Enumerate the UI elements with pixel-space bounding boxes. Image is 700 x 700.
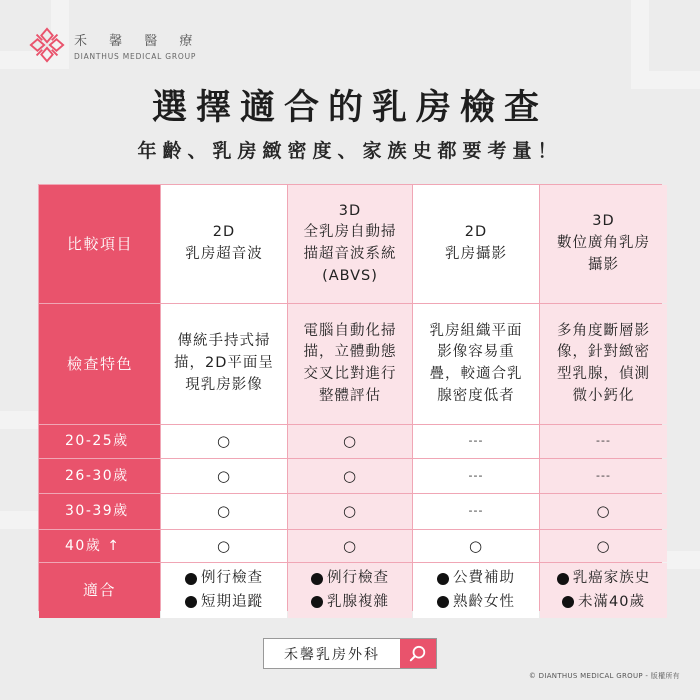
age-cell: ○: [161, 425, 287, 458]
comparison-table: [38, 184, 662, 611]
suitable-item: 例行檢查: [327, 569, 389, 586]
age-cell: ---: [540, 425, 667, 458]
brand-logo-icon: [28, 26, 66, 64]
column-header-line: 描超音波系統: [303, 246, 397, 262]
age-cell: ---: [540, 459, 667, 493]
feature-line: 描，2D平面呈: [174, 355, 274, 372]
copyright-text: © DIANTHUS MEDICAL GROUP - 版權所有: [528, 672, 680, 680]
bullet-icon: [185, 596, 197, 608]
brand-name-en: DIANTHUS MEDICAL GROUP: [74, 51, 197, 61]
column-header-line: (ABVS): [322, 267, 378, 284]
search-text[interactable]: 禾馨乳房外科: [284, 646, 380, 663]
feature-line: 腺密度低者: [437, 387, 515, 404]
feature-line: 交叉比對進行: [303, 366, 397, 382]
age-cell: ---: [413, 459, 539, 493]
column-header-3d-tomosynthesis: [540, 185, 667, 303]
suitable-item: 公費補助: [453, 569, 515, 586]
suitable-item: 乳癌家族史: [572, 569, 651, 586]
suitable-item: 未滿40歲: [578, 593, 645, 610]
column-header-line: 數位廣角乳房: [557, 235, 650, 252]
brand-header: [28, 26, 201, 64]
age-label: 30-39歲: [39, 494, 160, 529]
age-label: 20-25歲: [39, 425, 160, 458]
bullet-icon: [557, 573, 569, 585]
feature-cell: [161, 304, 287, 424]
age-cell: ○: [288, 425, 412, 458]
age-cell: ○: [288, 530, 412, 562]
age-cell: ○: [161, 459, 287, 493]
column-header-line: 3D: [338, 202, 362, 219]
age-label: 40歲 ↑: [39, 530, 160, 562]
feature-line: 多角度斷層影: [557, 322, 650, 339]
column-header-2d-mammography: [413, 185, 539, 303]
column-header-line: 2D: [212, 224, 236, 241]
age-cell: ○: [161, 530, 287, 562]
suitable-cell: [161, 563, 287, 618]
feature-line: 描，立體動態: [303, 344, 397, 361]
feature-line: 現乳房影像: [185, 376, 263, 393]
age-cell: ○: [161, 494, 287, 529]
page-title: 選擇適合的乳房檢查: [151, 88, 548, 128]
suitable-item: 熟齡女性: [453, 593, 515, 610]
page-subtitle: 年齡、乳房緻密度、家族史都要考量！: [137, 140, 563, 162]
bullet-icon: [437, 573, 449, 585]
feature-line: 疊，較適合乳: [429, 366, 523, 382]
feature-label: 檢查特色: [39, 304, 160, 424]
column-header-3d-abvs: [288, 185, 412, 303]
feature-line: 型乳腺，偵測: [557, 366, 650, 382]
suitable-cell: [288, 563, 412, 618]
age-label: 26-30歲: [39, 459, 160, 493]
search-button[interactable]: [400, 639, 436, 668]
column-header-line: 攝影: [588, 256, 619, 273]
bullet-icon: [562, 596, 574, 608]
search-icon: [409, 645, 427, 663]
column-header-line: 全乳房自動掃: [303, 224, 397, 241]
feature-line: 乳房組織平面: [429, 322, 523, 339]
age-cell: ○: [540, 530, 667, 562]
age-cell: ---: [413, 425, 539, 458]
feature-cell: [413, 304, 539, 424]
column-header-line: 3D: [592, 213, 615, 230]
bullet-icon: [185, 573, 197, 585]
bullet-icon: [311, 573, 323, 585]
bullet-icon: [311, 596, 323, 608]
column-header-line: 乳房攝影: [445, 246, 507, 262]
suitable-item: 例行檢查: [201, 569, 263, 586]
feature-cell: [540, 304, 667, 424]
brand-name-cn: 禾 馨 醫 療: [74, 33, 202, 49]
column-header-line: 2D: [464, 224, 488, 241]
suitable-cell: [413, 563, 539, 618]
age-cell: ---: [413, 494, 539, 529]
feature-line: 像，針對緻密: [557, 344, 650, 361]
column-header-2d-ultrasound: [161, 185, 287, 303]
suitable-item: 乳腺複雜: [327, 593, 389, 610]
age-cell: ○: [413, 530, 539, 562]
feature-line: 影像容易重: [437, 344, 515, 361]
feature-line: 整體評估: [319, 387, 381, 404]
suitable-item: 短期追蹤: [201, 593, 263, 610]
search-bar[interactable]: [263, 638, 437, 669]
column-header-line: 乳房超音波: [185, 246, 263, 262]
feature-line: 電腦自動化掃: [303, 322, 397, 339]
suitable-label: 適合: [39, 563, 160, 618]
header-label: 比較項目: [39, 185, 160, 303]
feature-line: 傳統手持式掃: [177, 333, 271, 350]
age-cell: ○: [288, 459, 412, 493]
feature-cell: [288, 304, 412, 424]
feature-line: 微小鈣化: [572, 387, 635, 404]
age-cell: ○: [288, 494, 412, 529]
age-cell: ○: [540, 494, 667, 529]
suitable-cell: [540, 563, 667, 618]
bullet-icon: [437, 596, 449, 608]
